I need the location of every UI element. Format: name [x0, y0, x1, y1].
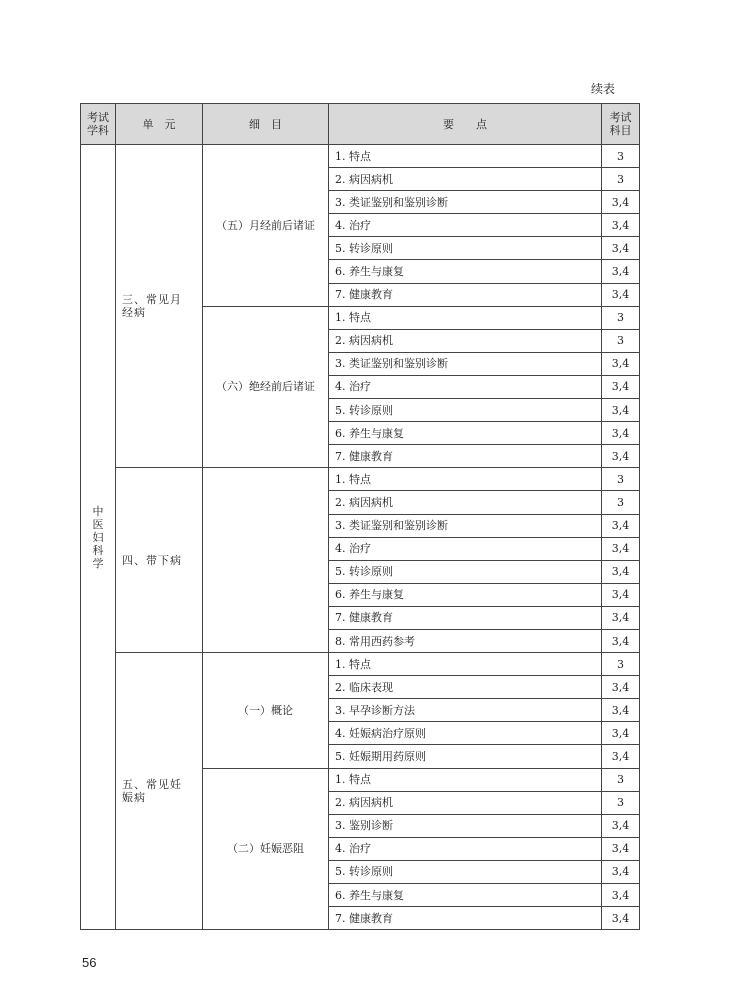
table-header-row: [81, 104, 640, 145]
point-cell: 6. 养生与康复: [329, 422, 602, 445]
point-cell: 6. 养生与康复: [329, 260, 602, 283]
detail-cell: [203, 468, 329, 653]
header-level: 考试 科目: [602, 104, 640, 145]
point-cell: 5. 转诊原则: [329, 560, 602, 583]
continued-label: 续表: [591, 82, 616, 96]
point-cell: 4. 妊娠病治疗原则: [329, 722, 602, 745]
level-cell: 3,4: [602, 676, 640, 699]
point-cell: 2. 病因病机: [329, 491, 602, 514]
point-cell: 1. 特点: [329, 768, 602, 791]
level-cell: 3: [602, 145, 640, 168]
point-cell: 2. 病因病机: [329, 329, 602, 352]
detail-cell: （六）绝经前后诸证: [203, 306, 329, 468]
header-unit: 单 元: [116, 104, 203, 145]
detail-cell: （一）概论: [203, 653, 329, 768]
point-cell: 7. 健康教育: [329, 445, 602, 468]
level-cell: 3,4: [602, 514, 640, 537]
level-cell: 3: [602, 491, 640, 514]
header-detail: 细 目: [203, 104, 329, 145]
detail-cell: （二）妊娠恶阻: [203, 768, 329, 930]
point-cell: 1. 特点: [329, 468, 602, 491]
table-row: [81, 653, 640, 676]
point-cell: 2. 临床表现: [329, 676, 602, 699]
level-cell: 3,4: [602, 214, 640, 237]
syllabus-table: [80, 103, 640, 930]
header-point: 要 点: [329, 104, 602, 145]
point-cell: 4. 治疗: [329, 214, 602, 237]
level-cell: 3,4: [602, 583, 640, 606]
level-cell: 3,4: [602, 537, 640, 560]
point-cell: 5. 转诊原则: [329, 860, 602, 883]
level-cell: 3,4: [602, 560, 640, 583]
point-cell: 6. 养生与康复: [329, 583, 602, 606]
level-cell: 3,4: [602, 237, 640, 260]
unit-cell: 三、常见月 经病: [116, 145, 203, 468]
point-cell: 3. 类证鉴别和鉴别诊断: [329, 514, 602, 537]
level-cell: 3: [602, 329, 640, 352]
level-cell: 3,4: [602, 191, 640, 214]
point-cell: 1. 特点: [329, 306, 602, 329]
level-cell: 3,4: [602, 722, 640, 745]
level-cell: 3: [602, 653, 640, 676]
level-cell: 3,4: [602, 884, 640, 907]
point-cell: 5. 转诊原则: [329, 399, 602, 422]
level-cell: 3,4: [602, 352, 640, 375]
point-cell: 3. 类证鉴别和鉴别诊断: [329, 191, 602, 214]
table-body: [81, 145, 640, 930]
level-cell: 3,4: [602, 745, 640, 768]
level-cell: 3,4: [602, 399, 640, 422]
level-cell: 3,4: [602, 629, 640, 652]
point-cell: 8. 常用西药参考: [329, 629, 602, 652]
level-cell: 3,4: [602, 699, 640, 722]
level-cell: 3,4: [602, 814, 640, 837]
point-cell: 5. 转诊原则: [329, 237, 602, 260]
level-cell: 3,4: [602, 375, 640, 398]
level-cell: 3,4: [602, 606, 640, 629]
point-cell: 7. 健康教育: [329, 606, 602, 629]
point-cell: 3. 鉴别诊断: [329, 814, 602, 837]
level-cell: 3,4: [602, 422, 640, 445]
point-cell: 4. 治疗: [329, 837, 602, 860]
point-cell: 2. 病因病机: [329, 791, 602, 814]
level-cell: 3,4: [602, 907, 640, 930]
unit-cell: 五、常见妊 娠病: [116, 653, 203, 930]
subject-cell: 中 医 妇 科 学: [81, 145, 116, 930]
point-cell: 7. 健康教育: [329, 283, 602, 306]
point-cell: 2. 病因病机: [329, 168, 602, 191]
point-cell: 3. 早孕诊断方法: [329, 699, 602, 722]
point-cell: 4. 治疗: [329, 375, 602, 398]
level-cell: 3,4: [602, 860, 640, 883]
table-row: [81, 145, 640, 168]
level-cell: 3: [602, 306, 640, 329]
level-cell: 3: [602, 768, 640, 791]
point-cell: 3. 类证鉴别和鉴别诊断: [329, 352, 602, 375]
table-row: [81, 468, 640, 491]
point-cell: 1. 特点: [329, 145, 602, 168]
level-cell: 3: [602, 168, 640, 191]
point-cell: 7. 健康教育: [329, 907, 602, 930]
level-cell: 3: [602, 468, 640, 491]
level-cell: 3,4: [602, 283, 640, 306]
level-cell: 3,4: [602, 445, 640, 468]
level-cell: 3,4: [602, 260, 640, 283]
header-subject: 考试 学科: [81, 104, 116, 145]
detail-cell: （五）月经前后诸证: [203, 145, 329, 307]
point-cell: 5. 妊娠期用药原则: [329, 745, 602, 768]
unit-cell: 四、带下病: [116, 468, 203, 653]
point-cell: 1. 特点: [329, 653, 602, 676]
level-cell: 3: [602, 791, 640, 814]
level-cell: 3,4: [602, 837, 640, 860]
point-cell: 4. 治疗: [329, 537, 602, 560]
page-number: 56: [82, 955, 97, 970]
point-cell: 6. 养生与康复: [329, 884, 602, 907]
